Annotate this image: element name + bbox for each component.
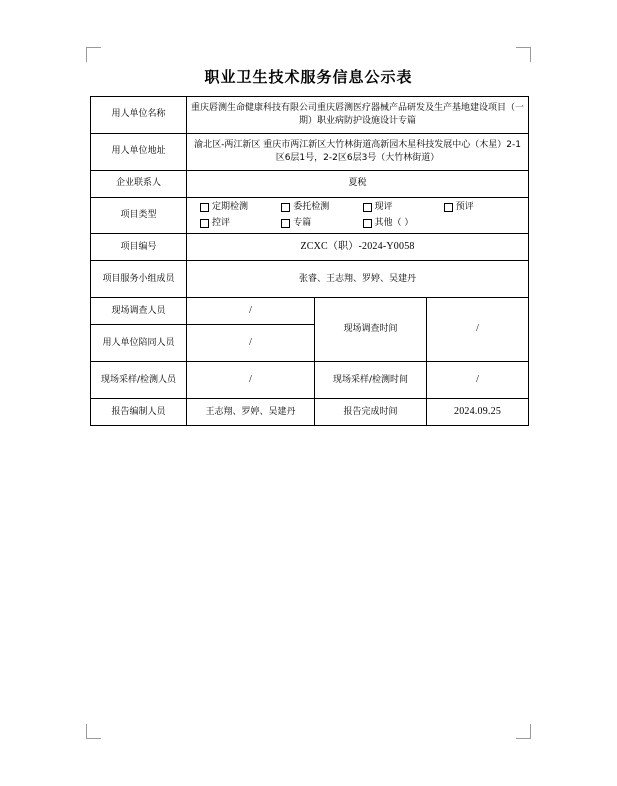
row-value-sampling-time: /	[427, 362, 529, 399]
checkbox-label: 现评	[374, 202, 393, 212]
table-row	[91, 198, 529, 234]
row-value-report-date: 2024.09.25	[427, 399, 529, 426]
crop-mark-top-left	[86, 47, 101, 62]
row-value-project-number: ZCXC（职）-2024-Y0058	[187, 234, 529, 261]
row-label-survey-time: 现场调查时间	[315, 298, 427, 362]
checkbox-option-commissioned[interactable]	[281, 201, 362, 214]
row-value-sampling-staff: /	[187, 362, 315, 399]
row-label-project-number: 项目编号	[91, 234, 187, 261]
page-title: 职业卫生技术服务信息公示表	[204, 68, 413, 86]
row-value-accompanying-staff: /	[187, 325, 315, 362]
crop-mark-bottom-left	[86, 724, 101, 739]
checkbox-option-periodic[interactable]	[200, 201, 281, 214]
checkbox-label: 其他（ ）	[374, 218, 414, 229]
checkbox-option-other[interactable]	[363, 217, 444, 230]
row-label-report-date: 报告完成时间	[315, 399, 427, 426]
row-label-project-type: 项目类型	[91, 198, 187, 234]
row-value-survey-staff: /	[187, 298, 315, 325]
checkbox-icon[interactable]	[200, 203, 209, 212]
table-row	[91, 298, 529, 325]
row-label-survey-staff: 现场调查人员	[91, 298, 187, 325]
checkbox-icon[interactable]	[363, 203, 372, 212]
row-label-employer-name: 用人单位名称	[91, 97, 187, 134]
table-row	[91, 134, 529, 171]
crop-mark-top-right	[516, 47, 531, 62]
checkbox-icon[interactable]	[444, 203, 453, 212]
table-row	[91, 97, 529, 134]
row-label-accompanying-staff: 用人单位陪同人员	[91, 325, 187, 362]
table-row	[91, 399, 529, 426]
info-disclosure-table	[90, 96, 529, 426]
row-label-sampling-time: 现场采样/检测时间	[315, 362, 427, 399]
checkbox-spacer	[444, 217, 525, 230]
checkbox-icon[interactable]	[281, 203, 290, 212]
row-value-employer-name: 重庆唇测生命健康科技有限公司重庆唇测医疗器械产品研发及生产基地建设项目（一期）职业病防护设施设计专篇	[187, 97, 529, 134]
table-row	[91, 171, 529, 198]
row-value-survey-time: /	[427, 298, 529, 362]
table-row	[91, 234, 529, 261]
checkbox-option-pre-eval[interactable]	[444, 201, 525, 214]
row-label-report-authors: 报告编制人员	[91, 399, 187, 426]
checkbox-icon[interactable]	[281, 219, 290, 228]
row-value-project-type	[187, 198, 529, 234]
row-value-contact-person: 夏税	[187, 171, 529, 198]
row-label-sampling-staff: 现场采样/检测人员	[91, 362, 187, 399]
checkbox-label: 控评	[212, 218, 231, 229]
row-value-report-authors: 王志翔、罗婷、吴建丹	[187, 399, 315, 426]
row-label-service-team: 项目服务小组成员	[91, 261, 187, 298]
checkbox-option-special-chapter[interactable]	[281, 217, 362, 230]
checkbox-icon[interactable]	[363, 219, 372, 228]
checkbox-label: 委托检测	[293, 202, 330, 212]
checkbox-label: 专篇	[293, 218, 312, 229]
row-label-employer-address: 用人单位地址	[91, 134, 187, 171]
checkbox-option-current-eval[interactable]	[363, 201, 444, 214]
checkbox-label: 预评	[455, 202, 474, 212]
crop-mark-bottom-right	[516, 724, 531, 739]
table-row	[91, 362, 529, 399]
checkbox-icon[interactable]	[200, 219, 209, 228]
row-value-employer-address: 渝北区-两江新区 重庆市两江新区大竹林街道高新园木星科技发展中心（木星）2-1区6层1号，2-2区6层3号（大竹林街道）	[187, 134, 529, 171]
row-label-contact-person: 企业联系人	[91, 171, 187, 198]
checkbox-label: 定期检测	[212, 202, 249, 212]
table-row	[91, 261, 529, 298]
row-value-service-team: 张睿、王志翔、罗婷、吴建丹	[187, 261, 529, 298]
checkbox-option-control-eval[interactable]	[200, 217, 281, 230]
